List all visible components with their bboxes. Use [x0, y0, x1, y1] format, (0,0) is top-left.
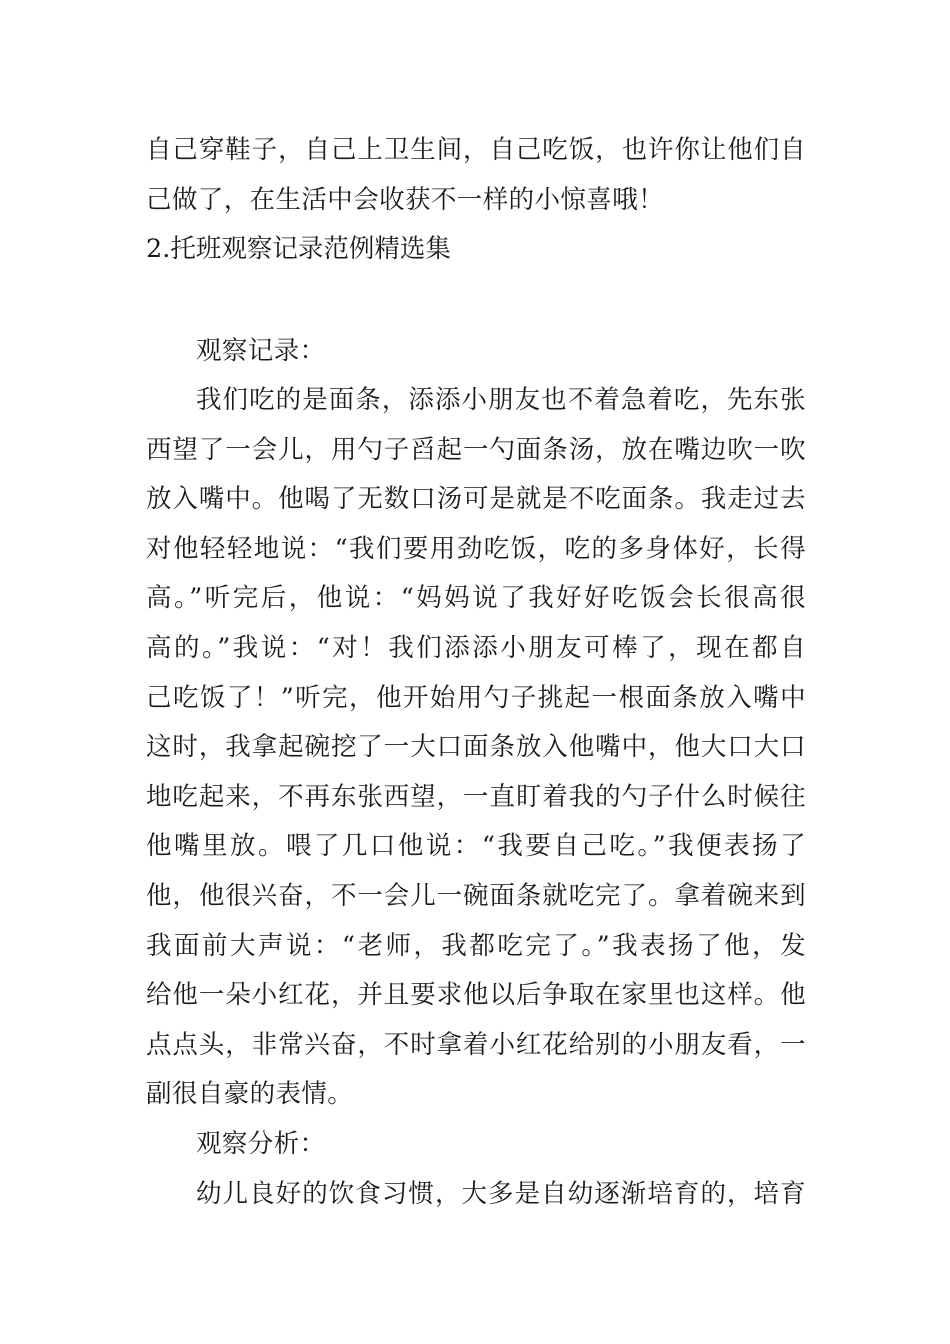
observation-line-1: 我们吃的是面条，添添小朋友也不着急着吃，先东张	[196, 385, 806, 415]
observation-line-5: 高。”听完后，他说：“妈妈说了我好好吃饭会长很高很	[146, 583, 806, 613]
observation-line-15: 副很自豪的表情。	[146, 1079, 354, 1109]
observation-line-6: 高的。”我说：“对！我们添添小朋友可棒了，现在都自	[146, 633, 806, 663]
analysis-line-1: 幼儿良好的饮食习惯，大多是自幼逐渐培育的，培育	[196, 1179, 806, 1209]
observation-line-11: 他，他很兴奋，不一会儿一碗面条就吃完了。拿着碗来到	[146, 881, 806, 911]
section-title: 2.托班观察记录范例精选集	[146, 234, 451, 264]
observation-line-10: 他嘴里放。喂了几口他说：“我要自己吃。”我便表扬了	[146, 831, 806, 861]
observation-line-13: 给他一朵小红花，并且要求他以后争取在家里也这样。他	[146, 980, 806, 1010]
observation-line-2: 西望了一会儿，用勺子舀起一勺面条汤，放在嘴边吹一吹	[146, 435, 806, 465]
observation-line-12: 我面前大声说：“老师，我都吃完了。”我表扬了他，发	[146, 931, 806, 961]
observation-line-7: 己吃饭了！”听完，他开始用勺子挑起一根面条放入嘴中	[146, 683, 806, 713]
observation-line-8: 这时，我拿起碗挖了一大口面条放入他嘴中，他大口大口	[146, 732, 806, 762]
intro-line-1: 自己穿鞋子，自己上卫生间，自己吃饭，也许你让他们自	[146, 135, 806, 165]
analysis-label: 观察分析：	[196, 1129, 326, 1159]
observation-line-4: 对他轻轻地说：“我们要用劲吃饭，吃的多身体好，长得	[146, 534, 806, 564]
intro-line-2: 己做了，在生活中会收获不一样的小惊喜哦！	[146, 185, 665, 215]
observation-label: 观察记录：	[196, 336, 326, 366]
observation-line-3: 放入嘴中。他喝了无数口汤可是就是不吃面条。我走过去	[146, 484, 806, 514]
observation-line-14: 点点头，非常兴奋，不时拿着小红花给别的小朋友看，一	[146, 1030, 806, 1060]
observation-line-9: 地吃起来，不再东张西望，一直盯着我的勺子什么时候往	[146, 782, 806, 812]
